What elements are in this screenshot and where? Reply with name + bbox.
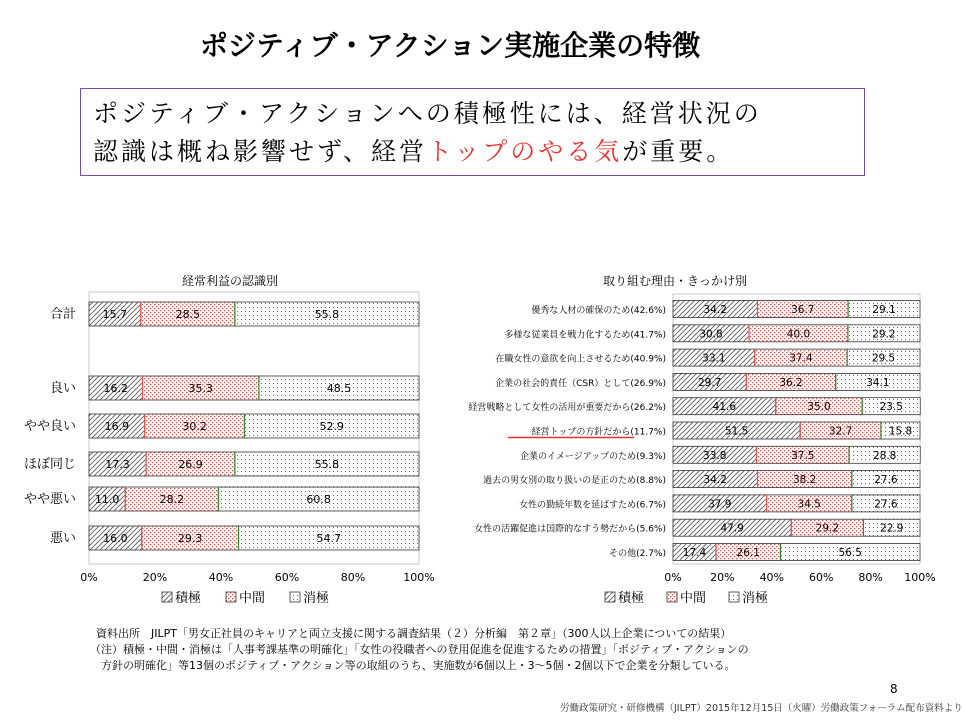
data-label: 16.2 bbox=[103, 382, 128, 395]
chart-profit-recognition bbox=[23, 270, 460, 615]
category-label: 企業の社会的責任（CSR）として(26.9%) bbox=[495, 378, 666, 389]
category-label: 多様な従業員を戦力化するため(41.7%) bbox=[504, 330, 666, 341]
legend-label: 中間 bbox=[680, 591, 707, 606]
x-tick-label: 100% bbox=[403, 571, 435, 584]
source-note: 資料出所 JILPT「男女正社員のキャリアと両立支援に関する調査結果（２）分析編 第２章」（300人以上企業についての結果） bbox=[96, 627, 732, 640]
data-label: 48.5 bbox=[326, 382, 352, 395]
data-label: 15.7 bbox=[102, 308, 128, 321]
data-label: 38.2 bbox=[792, 474, 817, 487]
data-label: 16.0 bbox=[103, 532, 128, 545]
data-label: 35.0 bbox=[807, 401, 831, 414]
legend-swatch bbox=[729, 592, 739, 602]
data-label: 37.5 bbox=[791, 449, 815, 462]
x-tick-label: 20% bbox=[710, 571, 735, 584]
category-label: 合計 bbox=[49, 307, 76, 322]
data-label: 35.3 bbox=[188, 382, 213, 395]
data-label: 23.5 bbox=[879, 401, 903, 414]
callout-line-1: ポジティブ・アクションへの積極性には、経営状況の bbox=[93, 99, 762, 128]
x-tick-label: 60% bbox=[808, 571, 834, 584]
data-label: 40.0 bbox=[786, 328, 811, 341]
data-label: 16.9 bbox=[104, 420, 130, 433]
data-label: 29.2 bbox=[872, 328, 896, 341]
data-label: 55.8 bbox=[314, 458, 340, 471]
data-label: 26.1 bbox=[736, 547, 760, 559]
data-label: 37.4 bbox=[789, 352, 813, 365]
data-label: 22.9 bbox=[880, 522, 904, 535]
data-label: 32.7 bbox=[828, 425, 853, 438]
chart-title: 経常利益の認識別 bbox=[181, 274, 279, 288]
callout-highlight: トップのやる気 bbox=[427, 137, 623, 166]
legend-swatch bbox=[667, 592, 677, 602]
category-label: 良い bbox=[49, 381, 76, 396]
footnote-line-2: 方針の明確化」等13個のポジティブ・アクション等の取組のうち、実施数が6個以上・3～5個・2個以下で企業を分類している。 bbox=[90, 659, 736, 672]
legend-label: 中間 bbox=[239, 591, 266, 606]
x-tick-label: 40% bbox=[759, 571, 785, 584]
data-label: 33.8 bbox=[703, 449, 727, 462]
data-label: 51.5 bbox=[724, 425, 749, 438]
data-label: 15.8 bbox=[888, 425, 913, 438]
category-label: 経営トップの方針だから(11.7%) bbox=[531, 427, 666, 438]
page-number: 8 bbox=[890, 682, 898, 696]
data-label: 52.9 bbox=[319, 420, 344, 433]
data-label: 33.1 bbox=[702, 352, 726, 365]
category-label: 過去の男女別の取り扱いの是正のため(8.8%) bbox=[483, 476, 666, 487]
x-tick-label: 0% bbox=[664, 571, 682, 584]
data-label: 60.8 bbox=[306, 493, 331, 506]
category-label: 優秀な人材の確保のため(42.6%) bbox=[531, 306, 666, 316]
callout-text-post: が重要。 bbox=[622, 137, 735, 166]
data-label: 28.2 bbox=[159, 493, 185, 506]
data-label: 37.9 bbox=[708, 498, 732, 511]
data-label: 30.2 bbox=[182, 420, 207, 433]
data-label: 17.4 bbox=[682, 547, 707, 559]
summary-callout bbox=[80, 88, 865, 176]
data-label: 54.7 bbox=[316, 532, 341, 545]
category-label: 女性の活躍促進は国際的なすう勢だから(5.6%) bbox=[474, 524, 666, 535]
data-label: 34.5 bbox=[797, 498, 821, 511]
data-label: 17.3 bbox=[105, 458, 130, 471]
category-label: 企業のイメージアップのため(9.3%) bbox=[520, 451, 666, 462]
callout-text-pre: 認識は概ね影響せず、経営 bbox=[93, 137, 428, 166]
data-label: 29.3 bbox=[177, 532, 203, 545]
x-tick-label: 40% bbox=[208, 571, 234, 584]
legend-label: 積極 bbox=[175, 591, 202, 606]
legend-label: 消極 bbox=[303, 591, 330, 606]
data-label: 28.5 bbox=[175, 308, 201, 321]
footer-credit: 労働政策研究・研修機構（JILPT）2015年12月15日（火曜）労働政策フォーラム配布資料より bbox=[560, 703, 963, 714]
category-label: やや良い bbox=[23, 419, 76, 434]
footnote-line-1: （注）積極・中間・消極は「人事考課基準の明確化」「女性の役職者への登用促進を促進するための措置」「ポジティブ・アクションの bbox=[90, 643, 749, 656]
data-label: 36.2 bbox=[779, 376, 803, 389]
callout-line-2 bbox=[93, 133, 852, 171]
category-label: やや悪い bbox=[23, 492, 76, 507]
data-label: 29.5 bbox=[871, 352, 896, 365]
x-tick-label: 80% bbox=[858, 571, 883, 584]
legend-label: 積極 bbox=[618, 591, 645, 606]
legend-swatch bbox=[605, 592, 615, 602]
data-label: 29.1 bbox=[872, 304, 896, 316]
chart-title: 取り組む理由・きっかけ別 bbox=[602, 274, 748, 288]
legend-swatch bbox=[290, 592, 300, 602]
data-label: 30.8 bbox=[699, 328, 723, 341]
data-label: 27.6 bbox=[874, 474, 898, 487]
x-tick-label: 60% bbox=[274, 571, 300, 584]
category-label: ほぼ同じ bbox=[23, 457, 76, 472]
legend-swatch bbox=[162, 592, 172, 602]
data-label: 29.2 bbox=[815, 522, 840, 535]
data-label: 29.7 bbox=[697, 376, 722, 389]
category-label: 悪い bbox=[49, 531, 76, 546]
data-label: 47.9 bbox=[720, 522, 744, 535]
legend-label: 消極 bbox=[742, 591, 769, 606]
category-label: 経営戦略として女性の活用が重要だから(26.2%) bbox=[468, 403, 666, 414]
slide-title: ポジティブ・アクション実施企業の特徴 bbox=[199, 29, 701, 62]
data-label: 26.9 bbox=[178, 458, 203, 471]
data-label: 55.8 bbox=[314, 308, 340, 321]
category-label: 在職女性の意欲を向上させるため(40.9%) bbox=[495, 354, 666, 365]
category-label: 女性の勤続年数を延ばすため(6.7%) bbox=[519, 500, 666, 511]
x-tick-label: 80% bbox=[340, 571, 366, 584]
data-label: 28.8 bbox=[872, 449, 897, 462]
data-label: 56.5 bbox=[838, 547, 862, 559]
data-label: 36.7 bbox=[791, 304, 815, 316]
x-tick-label: 100% bbox=[904, 571, 936, 584]
data-label: 34.1 bbox=[866, 376, 890, 389]
data-label: 34.2 bbox=[703, 474, 727, 487]
data-label: 27.6 bbox=[874, 498, 898, 511]
x-tick-label: 20% bbox=[142, 571, 168, 584]
legend-swatch bbox=[226, 592, 236, 602]
x-tick-label: 0% bbox=[80, 571, 98, 584]
data-label: 41.6 bbox=[712, 401, 737, 414]
category-label: その他(2.7%) bbox=[609, 549, 666, 559]
data-label: 11.0 bbox=[94, 493, 120, 506]
data-label: 34.2 bbox=[703, 304, 727, 316]
chart-reasons bbox=[420, 270, 960, 615]
